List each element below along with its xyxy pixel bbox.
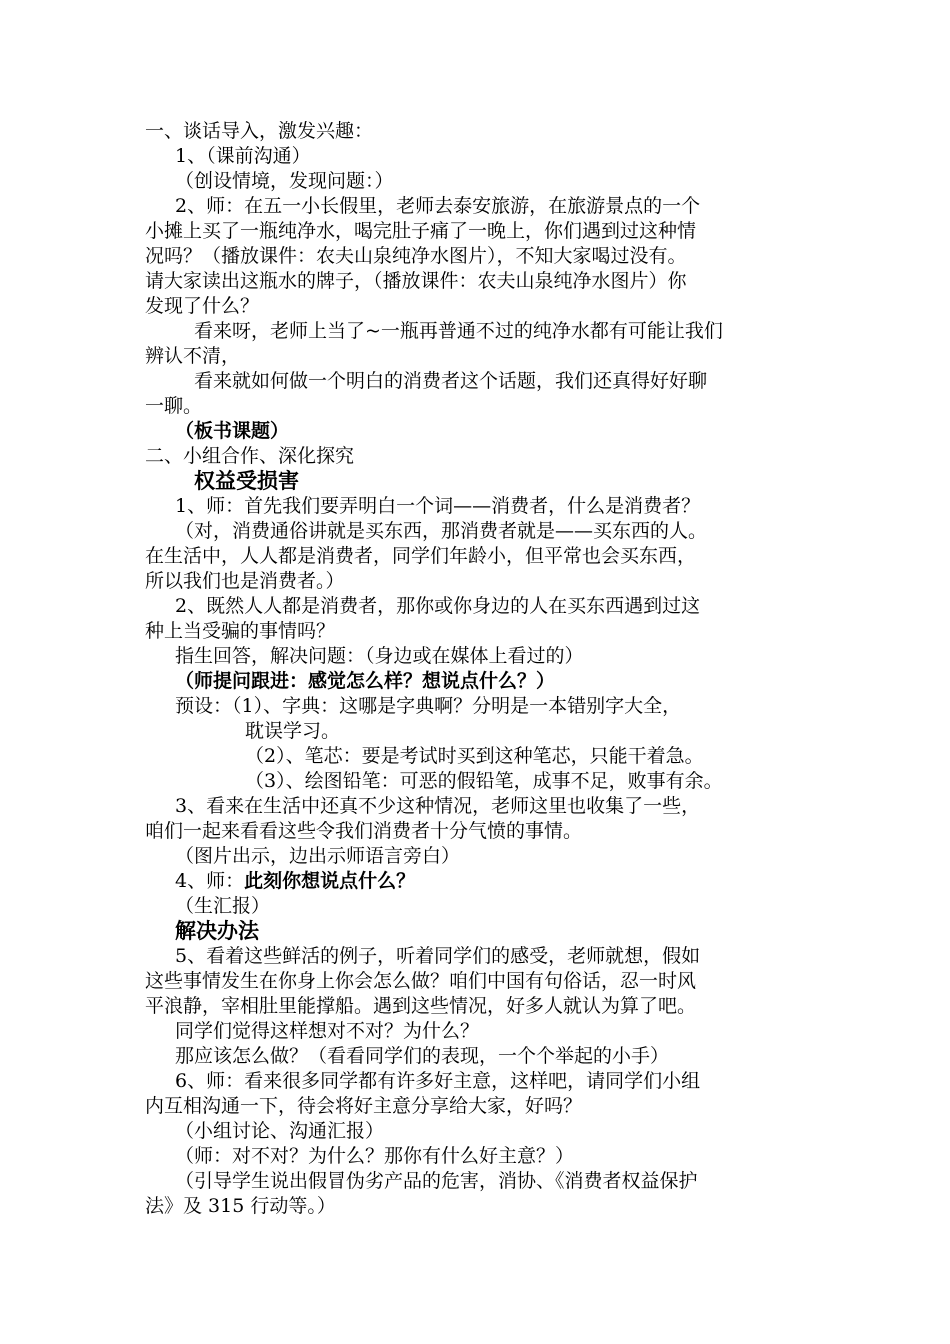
- paragraph-line: 那应该怎么做？（看看同学们的表现，一个个举起的小手）: [175, 1045, 670, 1067]
- paragraph-line: 看来就如何做一个明白的消费者这个话题，我们还真得好好聊: [194, 370, 708, 392]
- paragraph-line: 6、师：看来很多同学都有许多好主意，这样吧，请同学们小组: [175, 1070, 701, 1092]
- paragraph-line: 看来呀，老师上当了~一瓶再普通不过的纯净水都有可能让我们: [194, 320, 723, 342]
- teacher-question: 此刻你想说点什么？: [244, 870, 416, 892]
- paragraph-line: 发现了什么？: [145, 295, 260, 317]
- section-heading-1: 一、谈话导入，激发兴趣：: [145, 120, 374, 142]
- paragraph-line: 1、（课前沟通）: [175, 145, 311, 167]
- paragraph-line: （生汇报）: [175, 895, 271, 917]
- subheading-rights-damaged: 权益受损害: [194, 469, 299, 493]
- paragraph-line: 所以我们也是消费者。）: [145, 570, 345, 592]
- paragraph-line: （小组讨论、沟通汇报）: [175, 1120, 385, 1142]
- paragraph-line: 1、师：首先我们要弄明白一个词——消费者，什么是消费者？: [175, 495, 701, 517]
- paragraph-line: 5、看着这些鲜活的例子，听着同学们的感受，老师就想，假如: [175, 945, 701, 967]
- paragraph-line: 2、师：在五一小长假里，老师去泰安旅游，在旅游景点的一个: [175, 195, 701, 217]
- paragraph-line: 指生回答，解决问题：（身边或在媒体上看过的）: [175, 645, 584, 667]
- paragraph-line: 法》及 315 行动等。）: [145, 1195, 336, 1217]
- board-title-note: （板书课题）: [175, 420, 290, 442]
- paragraph-line: 一聊。: [145, 395, 203, 417]
- paragraph-line: 预设：（1）、字典：这哪是字典啊？分明是一本错别字大全，: [175, 695, 682, 717]
- paragraph-line: 况吗？（播放课件：农夫山泉纯净水图片），不知大家喝过没有。: [145, 245, 687, 267]
- section-heading-2: 二、小组合作、深化探究: [145, 445, 355, 467]
- subheading-solutions: 解决办法: [175, 919, 259, 943]
- paragraph-line: 同学们觉得这样想对不对？为什么？: [175, 1020, 480, 1042]
- teacher-followup-note: （师提问跟进：感觉怎么样？想说点什么？）: [175, 670, 556, 692]
- paragraph-line: 这些事情发生在你身上你会怎么做？咱们中国有句俗话，忍一时风: [145, 970, 697, 992]
- paragraph-line: （2）、笔芯：要是考试时买到这种笔芯，只能干着急。: [245, 745, 704, 767]
- paragraph-line: （图片出示，边出示师语言旁白）: [175, 845, 461, 867]
- paragraph-line: （3）、绘图铅笔：可恶的假铅笔，成事不足，败事有余。: [245, 770, 723, 792]
- paragraph-line: 耽误学习。: [245, 720, 341, 742]
- paragraph-line: [145, 869, 810, 894]
- paragraph-line: 2、既然人人都是消费者，那你或你身边的人在买东西遇到过这: [175, 595, 701, 617]
- paragraph-line: 请大家读出这瓶水的牌子，（播放课件：农夫山泉纯净水图片）你: [145, 270, 687, 292]
- paragraph-line: （师：对不对？为什么？那你有什么好主意？）: [175, 1145, 575, 1167]
- paragraph-line: 在生活中，人人都是消费者，同学们年龄小，但平常也会买东西，: [145, 545, 697, 567]
- paragraph-line: 咱们一起来看看这些令我们消费者十分气愤的事情。: [145, 820, 583, 842]
- paragraph-line: 辨认不清，: [145, 345, 241, 367]
- paragraph-line: （对，消费通俗讲就是买东西，那消费者就是——买东西的人。: [175, 520, 708, 542]
- paragraph-line: 小摊上买了一瓶纯净水，喝完肚子痛了一晚上，你们遇到过这种情: [145, 220, 697, 242]
- document-body: [145, 119, 810, 1219]
- paragraph-line: （引导学生说出假冒伪劣产品的危害，消协、《消费者权益保护: [175, 1170, 698, 1192]
- paragraph-line: （创设情境，发现问题：）: [175, 170, 394, 192]
- teacher-prefix: 4、师：: [175, 870, 245, 892]
- paragraph-line: 3、看来在生活中还真不少这种情况，老师这里也收集了一些，: [175, 795, 701, 817]
- paragraph-line: 种上当受骗的事情吗？: [145, 620, 336, 642]
- paragraph-line: 平浪静，宰相肚里能撑船。遇到这些情况，好多人就认为算了吧。: [145, 995, 697, 1017]
- paragraph-line: 内互相沟通一下，待会将好主意分享给大家，好吗？: [145, 1095, 583, 1117]
